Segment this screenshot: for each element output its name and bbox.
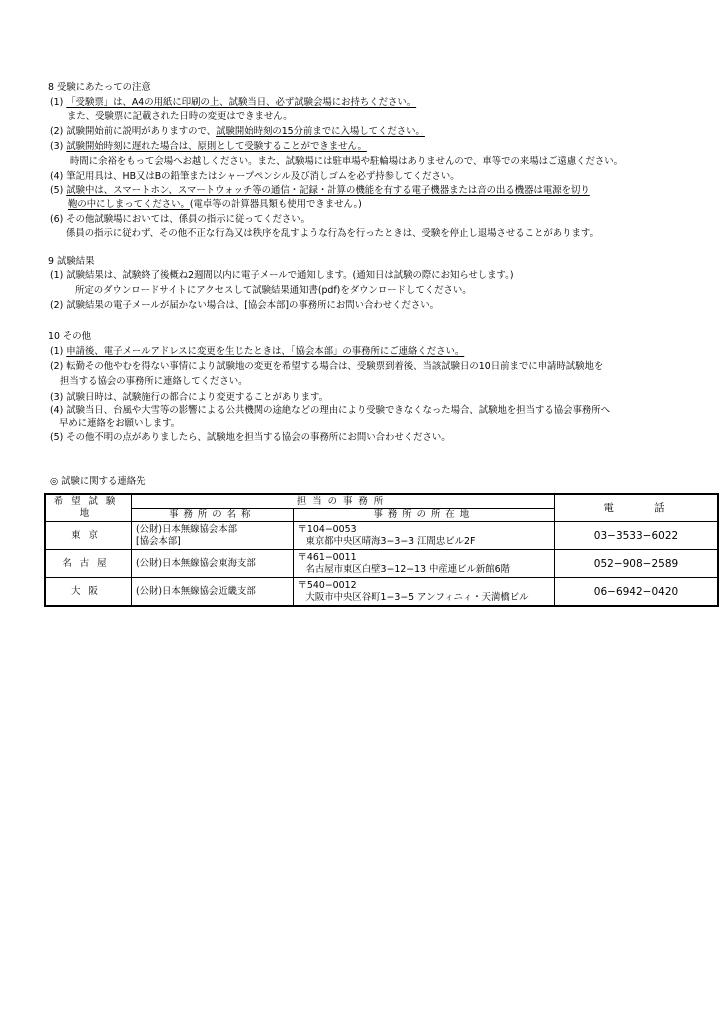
sec9-item-2: [50, 299, 439, 313]
item-text: 鞄の中にしまってください。: [68, 199, 190, 210]
item-number: (1): [50, 270, 64, 281]
sec9-item-1: [50, 269, 514, 283]
item-number: (6): [50, 214, 64, 225]
contacts-title: ◎ 試験に関する連絡先: [50, 476, 146, 487]
sec10-item-4-cont: 早めに連絡をお願いします。: [59, 418, 181, 429]
sec8-item-3: [50, 140, 367, 154]
table-row: [45, 578, 718, 607]
location-cell: 東京: [45, 522, 131, 550]
item-text: その他試験場においては、係員の指示に従ってください。: [66, 214, 311, 225]
postal-code: 〒461−0011: [297, 551, 357, 563]
postal-code: 〒540−0012: [297, 579, 357, 591]
office-name-cell: [131, 550, 293, 578]
item-note: (電卓等の計算器具類も使用できません。): [189, 199, 362, 210]
tel-cell: 03−3533−6022: [554, 522, 718, 550]
item-number: (2): [50, 126, 64, 137]
location-cell: 大阪: [45, 578, 131, 607]
item-text: 試験日時は、試験施行の都合により変更することがあります。: [66, 392, 329, 403]
section-9-title: 9 試験結果: [48, 256, 95, 267]
item-text: 試験結果の電子メールが届かない場合は、[協会本部]の事務所にお問い合わせください。: [66, 300, 440, 311]
sec8-item-6: [50, 213, 310, 227]
item-text: 試験当日、台風や大雪等の影響による公共機関の途絶などの理由により受験できなくなった場合、試験地を担当する協会事務所へ: [66, 405, 611, 416]
item-number: (5): [50, 185, 64, 196]
office-name: (公財)日本無線協会本部: [135, 523, 238, 535]
item-number: (3): [50, 141, 64, 152]
sec10-item-2-cont: 担当する協会の事務所に連絡してください。: [60, 376, 248, 387]
sec9-item-1-note: 所定のダウンロードサイトにアクセスして試験結果通知書(pdf)をダウンロードしてください。: [75, 285, 472, 296]
item-number: (5): [50, 432, 64, 443]
sec8-item-5: [50, 184, 590, 198]
item-text: 試験開始時刻に遅れた場合は、原則として受験することができません。: [66, 141, 367, 152]
table-row: [45, 522, 718, 550]
office-name-cell: [131, 578, 293, 607]
address: 東京都中央区晴海3−3−3 江間忠ビル2F: [305, 535, 476, 547]
item-number: (2): [50, 300, 64, 311]
table-header-row: [45, 494, 718, 509]
address-cell: [293, 522, 554, 550]
header-office: 担当の事務所: [131, 494, 554, 509]
contacts-table: [44, 493, 719, 607]
sec10-item-4: [50, 404, 610, 418]
sec8-item-3-note: 時間に余裕をもって会場へお越しください。また、試験場には駐車場や駐輪場はありませんので、車等での来場はご遠慮ください。: [70, 156, 623, 167]
office-alias: [協会本部]: [135, 535, 181, 547]
tel-cell: 052−908−2589: [554, 550, 718, 578]
sec10-item-1: [50, 345, 464, 359]
postal-code: 〒104−0053: [297, 523, 357, 535]
item-number: (1): [50, 97, 64, 108]
sec8-item-1-note: また、受験票に記載された日時の変更はできません。: [67, 111, 293, 122]
section-10-title: 10 その他: [48, 331, 92, 342]
header-office-address: 事務所の所在地: [293, 509, 554, 522]
address-cell: [293, 550, 554, 578]
sec10-item-2: [50, 360, 603, 374]
address: 名古屋市東区白壁3−12−13 中産連ビル新館6階: [305, 563, 511, 575]
item-text: 申請後、電子メールアドレスに変更を生じたときは、「協会本部」の事務所にご連絡ください。: [66, 346, 465, 357]
sec8-item-4: [50, 170, 460, 184]
item-text: その他不明の点がありましたら、試験地を担当する協会の事務所にお問い合わせください。: [66, 432, 451, 443]
section-8-title: 8 受験にあたっての注意: [48, 82, 151, 93]
sec8-item-5-cont: [68, 198, 362, 212]
location-cell: 名古屋: [45, 550, 131, 578]
address-cell: [293, 578, 554, 607]
sec10-item-3: [50, 391, 328, 405]
item-text: 筆記用具は、HB又はBの鉛筆またはシャープペンシル及び消しゴムを必ず持参してください。: [66, 171, 460, 182]
header-location: 希望試験地: [45, 494, 131, 522]
header-office-name: 事務所の名称: [131, 509, 293, 522]
sec8-item-6-note: 係員の指示に従わず、その他不正な行為又は秩序を乱すような行為を行ったときは、受験を停止し退場させることがあります。: [66, 228, 599, 239]
sec10-item-5: [50, 431, 451, 445]
tel-cell: 06−6942−0420: [554, 578, 718, 607]
item-number: (4): [50, 171, 64, 182]
item-number: (3): [50, 392, 64, 403]
item-text: 試験開始前に説明がありますので、: [66, 126, 217, 137]
item-text: 試験結果は、試験終了後概ね2週間以内に電子メールで通知します。(通知日は試験の際にお知らせします。): [66, 270, 514, 281]
item-number: (4): [50, 405, 64, 416]
address: 大阪市中央区谷町1−3−5 アンフィニィ・天満橋ビル: [305, 591, 529, 603]
header-tel: 電話: [554, 494, 718, 522]
item-number: (2): [50, 361, 64, 372]
office-name: (公財)日本無線協会東海支部: [135, 557, 256, 569]
item-text: 試験中は、スマートホン、スマートウォッチ等の通信・記録・計算の機能を有する電子機器または音の出る機器は電源を切り: [66, 185, 590, 196]
office-name: (公財)日本無線協会近畿支部: [135, 585, 256, 597]
office-name-cell: [131, 522, 293, 550]
item-text-underlined: 試験開始時刻の15分前までに入場してください。: [216, 126, 425, 137]
item-text: 「受験票」は、A4の用紙に印刷の上、試験当日、必ず試験会場にお持ちください。: [66, 97, 417, 108]
item-text: 転勤その他やむを得ない事情により試験地の変更を希望する場合は、受験票到着後、当該試験日の10日前までに申請時試験地を: [66, 361, 604, 372]
sec8-item-1: [50, 96, 416, 110]
table-row: [45, 550, 718, 578]
item-number: (1): [50, 346, 64, 357]
sec8-item-2: [50, 125, 425, 139]
